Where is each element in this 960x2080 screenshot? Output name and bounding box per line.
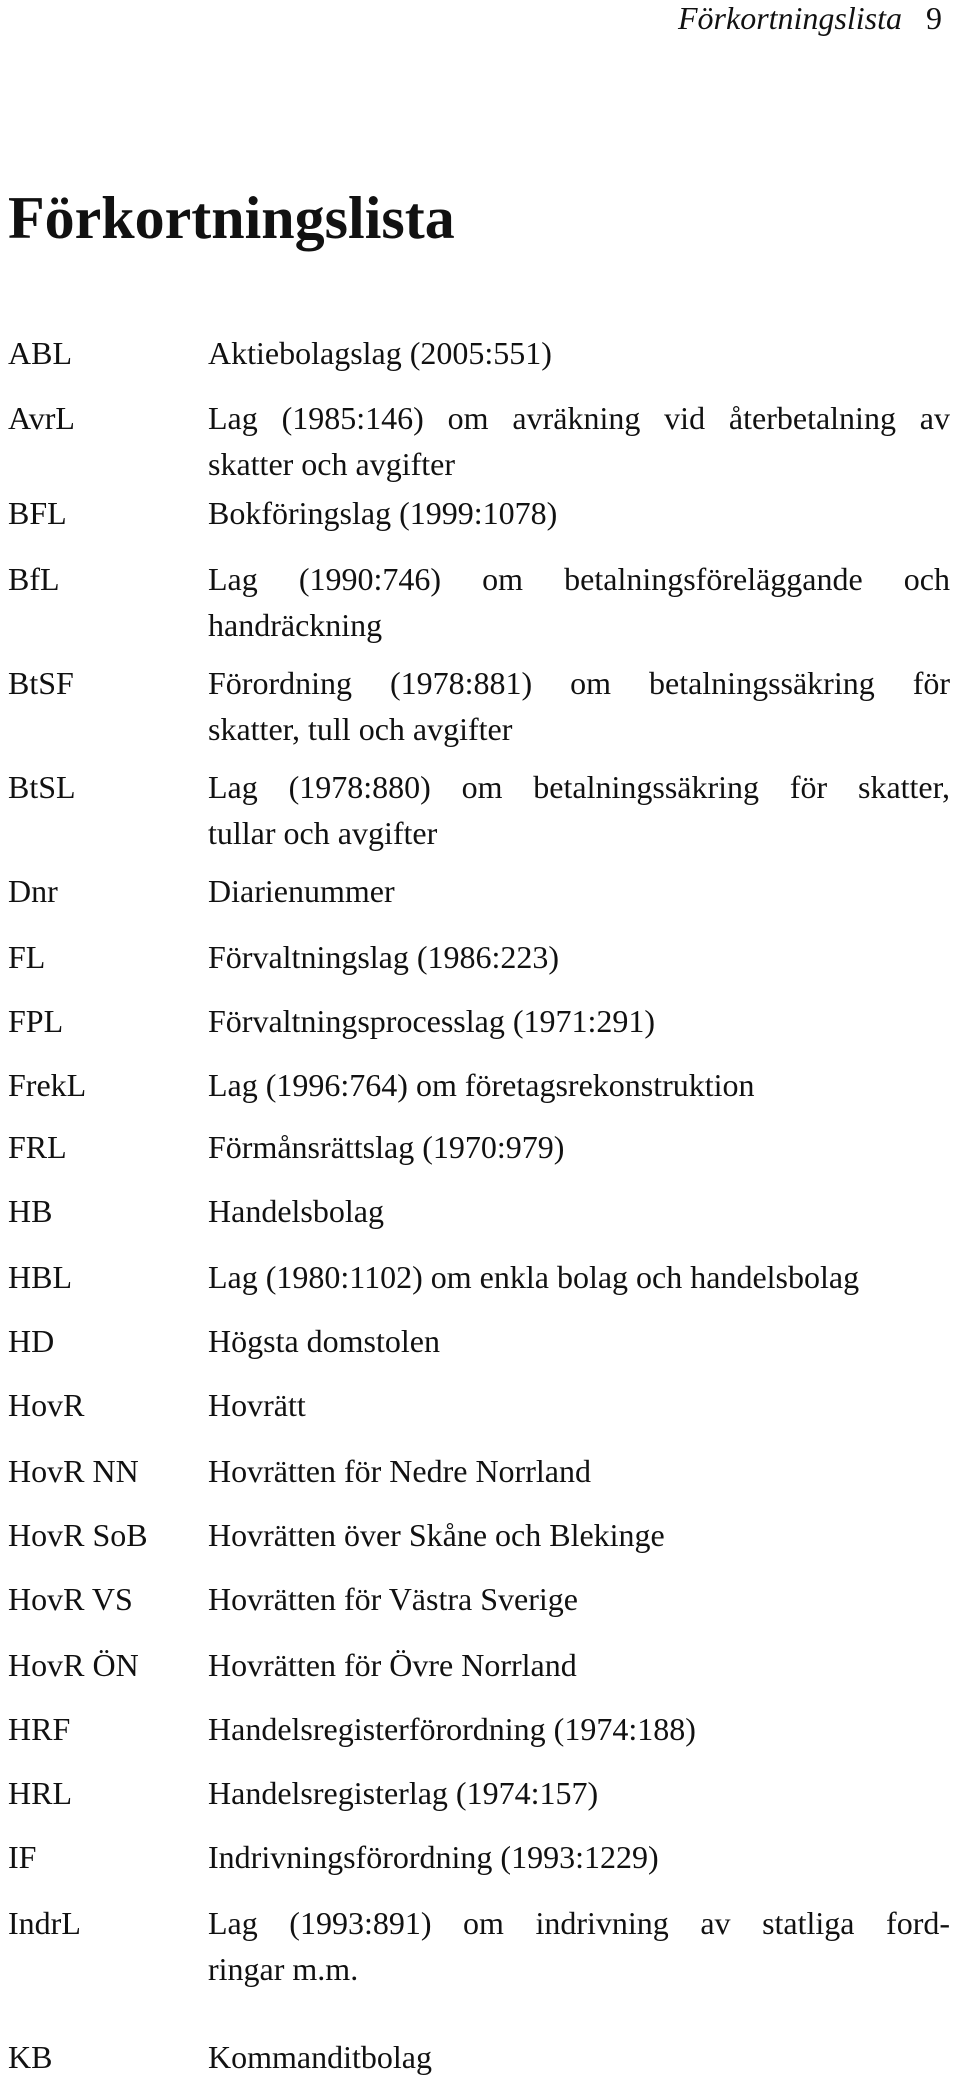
definition-line: Diarienummer bbox=[208, 873, 395, 909]
definition-line: Lag (1990:746) om betalningsföreläggande och bbox=[208, 561, 950, 597]
abbreviation-definition bbox=[208, 660, 950, 752]
definition-line: Handelsregisterlag (1974:157) bbox=[208, 1775, 599, 1811]
abbreviation-term: HRL bbox=[8, 1775, 72, 1811]
definition-line: skatter och avgifter bbox=[208, 446, 455, 482]
abbreviation-definition bbox=[208, 1124, 950, 1170]
abbreviation-definition bbox=[208, 490, 950, 536]
definition-line: Kommanditbolag bbox=[208, 2039, 432, 2075]
abbreviation-term: HBL bbox=[8, 1259, 72, 1295]
abbreviation-term: HovR ÖN bbox=[8, 1647, 139, 1683]
abbreviation-term: HovR NN bbox=[8, 1453, 139, 1489]
abbreviation-term: IF bbox=[8, 1839, 37, 1875]
definition-line: Lag (1980:1102) om enkla bolag och handelsbolag bbox=[208, 1259, 860, 1295]
definition-line: Handelsregisterförordning (1974:188) bbox=[208, 1711, 696, 1747]
abbreviation-term: HRF bbox=[8, 1711, 71, 1747]
abbreviation-term: BtSL bbox=[8, 769, 76, 805]
definition-line: Hovrätten för Västra Sverige bbox=[208, 1581, 578, 1617]
abbreviation-definition bbox=[208, 934, 950, 980]
abbreviation-term: FPL bbox=[8, 1003, 64, 1039]
definition-line: ringar m.m. bbox=[208, 1951, 359, 1987]
definition-line: Lag (1993:891) om indrivning av statliga ford- bbox=[208, 1905, 950, 1941]
abbreviation-term: AvrL bbox=[8, 400, 75, 436]
definition-line: Hovrätten för Övre Norrland bbox=[208, 1647, 577, 1683]
abbreviation-definition bbox=[208, 1188, 950, 1234]
abbreviation-definition bbox=[208, 2034, 950, 2080]
abbreviation-term: ABL bbox=[8, 335, 72, 371]
abbreviation-term: HovR VS bbox=[8, 1581, 133, 1617]
abbreviation-definition bbox=[208, 1382, 950, 1428]
abbreviation-definition bbox=[208, 1834, 950, 1880]
abbreviation-definition bbox=[208, 1576, 950, 1622]
abbreviation-definition bbox=[208, 330, 950, 376]
definition-line: Hovrätten över Skåne och Blekinge bbox=[208, 1517, 665, 1553]
definition-line: Högsta domstolen bbox=[208, 1323, 440, 1359]
definition-line: skatter, tull och avgifter bbox=[208, 711, 513, 747]
definition-line: tullar och avgifter bbox=[208, 815, 438, 851]
abbreviation-definition bbox=[208, 556, 950, 648]
abbreviation-term: HB bbox=[8, 1193, 53, 1229]
abbreviation-term: FL bbox=[8, 939, 46, 975]
definition-line: Hovrätten för Nedre Norrland bbox=[208, 1453, 591, 1489]
abbreviation-term: FrekL bbox=[8, 1067, 87, 1103]
definition-line: Indrivningsförordning (1993:1229) bbox=[208, 1839, 659, 1875]
definition-line: Förordning (1978:881) om betalningssäkring för bbox=[208, 665, 950, 701]
abbreviation-definition bbox=[208, 1900, 950, 1992]
abbreviation-term: IndrL bbox=[8, 1905, 81, 1941]
definition-line: Förvaltningsprocesslag (1971:291) bbox=[208, 1003, 656, 1039]
definition-line: Lag (1978:880) om betalningssäkring för skatter, bbox=[208, 769, 950, 805]
abbreviation-definition bbox=[208, 1062, 950, 1108]
abbreviation-term: FRL bbox=[8, 1129, 67, 1165]
abbreviation-definition bbox=[208, 1254, 950, 1300]
abbreviation-term: HovR bbox=[8, 1387, 85, 1423]
abbreviation-definition bbox=[208, 1318, 950, 1364]
abbreviation-term: BfL bbox=[8, 561, 60, 597]
abbreviation-term: KB bbox=[8, 2039, 53, 2075]
definition-line: Handelsbolag bbox=[208, 1193, 384, 1229]
abbreviation-definition bbox=[208, 1448, 950, 1494]
abbreviation-term: BtSF bbox=[8, 665, 74, 701]
abbreviation-definition bbox=[208, 868, 950, 914]
abbreviation-term: HD bbox=[8, 1323, 55, 1359]
definition-line: Förvaltningslag (1986:223) bbox=[208, 939, 560, 975]
abbreviation-definition bbox=[208, 1706, 950, 1752]
abbreviation-definition bbox=[208, 1642, 950, 1688]
abbreviation-term: BFL bbox=[8, 495, 67, 531]
running-title: Förkortningslista bbox=[677, 0, 902, 36]
definition-line: Lag (1985:146) om avräkning vid återbetalning av bbox=[208, 400, 950, 436]
definition-line: Lag (1996:764) om företagsrekonstruktion bbox=[208, 1067, 755, 1103]
abbreviation-term: Dnr bbox=[8, 873, 58, 909]
abbreviation-definition bbox=[208, 395, 950, 487]
definition-line: Aktiebolagslag (2005:551) bbox=[208, 335, 552, 371]
definition-line: Förmånsrättslag (1970:979) bbox=[208, 1129, 565, 1165]
definition-line: Hovrätt bbox=[208, 1387, 306, 1423]
page-number: 9 bbox=[926, 0, 942, 36]
abbreviation-definition bbox=[208, 998, 950, 1044]
abbreviation-definition bbox=[208, 764, 950, 856]
abbreviation-definition bbox=[208, 1512, 950, 1558]
definition-line: Bokföringslag (1999:1078) bbox=[208, 495, 558, 531]
abbreviation-definition bbox=[208, 1770, 950, 1816]
abbreviation-term: HovR SoB bbox=[8, 1517, 148, 1553]
definition-line: handräckning bbox=[208, 607, 383, 643]
page-title: Förkortningslista bbox=[8, 185, 455, 251]
